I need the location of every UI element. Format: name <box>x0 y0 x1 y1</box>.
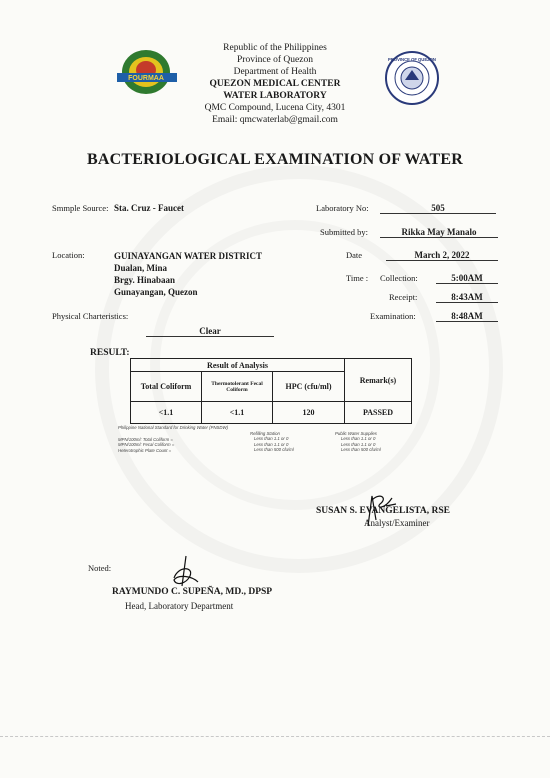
header-line2: Province of Quezon <box>237 55 313 65</box>
location-label: Location: <box>52 250 85 260</box>
head-title: Head, Laboratory Department <box>125 601 234 611</box>
receipt-label: Receipt: <box>389 292 418 302</box>
header-line7: Email: qmcwaterlab@gmail.com <box>212 115 338 125</box>
examiner-title: Analyst/Examiner <box>364 518 430 528</box>
param-total: MPN/100ml: Total Coliform = <box>118 437 173 442</box>
noted-label: Noted: <box>88 563 112 573</box>
date-value: March 2, 2022 <box>386 250 498 261</box>
table-row <box>131 402 412 424</box>
public-v2: Less than 1.1 or 0 <box>341 441 376 447</box>
seal-text: PROVINCE OF QUEZON <box>388 57 436 62</box>
lab-no-value: 505 <box>380 203 496 214</box>
examination-value: 8:48AM <box>436 311 498 322</box>
location-block <box>114 250 262 298</box>
head-name: RAYMUNDO C. SUPEÑA, MD., DPSP <box>112 587 273 597</box>
header-line4: QUEZON MEDICAL CENTER <box>209 79 341 89</box>
total-coliform-header: Total Coliform <box>131 372 202 402</box>
header-line5: WATER LABORATORY <box>223 91 327 101</box>
hpc-header: HPC (cfu/ml) <box>273 372 345 402</box>
fecal-coliform-value: <1.1 <box>202 402 273 424</box>
public-v3: Less than 500 cfu/ml <box>341 446 381 452</box>
refilling-head: Refilling Station <box>250 431 280 436</box>
sample-source-value: Sta. Cruz - Faucet <box>114 203 184 213</box>
time-label: Time : <box>346 273 369 283</box>
letterhead <box>150 42 400 126</box>
location-line3: Brgy. Hinabaan <box>114 275 176 285</box>
location-line4: Gunayangan, Quezon <box>114 287 198 297</box>
results-table <box>130 358 412 424</box>
result-label: RESULT: <box>90 348 130 358</box>
refilling-v2: Less than 1.1 or 0 <box>254 441 289 447</box>
refilling-v3: Less than 500 cfu/ml <box>254 446 294 452</box>
total-coliform-value: <1.1 <box>131 402 202 424</box>
public-head: Public Water Supplies <box>335 431 377 436</box>
collection-value: 5:00AM <box>436 273 498 284</box>
document-title: BACTERIOLOGICAL EXAMINATION OF WATER <box>87 151 463 168</box>
physical-label: Physical Charteristics: <box>52 311 129 321</box>
result-group-header: Result of Analysis <box>131 359 345 372</box>
header-line1: Republic of the Philippines <box>223 43 327 53</box>
hpc-value: 120 <box>273 402 345 424</box>
refilling-v1: Less than 1.1 or 0 <box>254 436 289 442</box>
param-fecal: MPN/100ml: Fecal Coliform = <box>118 442 175 448</box>
submitted-by-label: Submitted by: <box>320 227 368 237</box>
remarks-value: PASSED <box>345 402 412 424</box>
param-hpc: Heterotrophic Plate Count = <box>118 447 172 453</box>
public-water-col <box>335 431 381 452</box>
examination-label: Examination: <box>370 311 416 321</box>
lab-no-label: Laboratory No: <box>316 203 369 213</box>
header-line3: Department of Health <box>233 67 317 77</box>
head-signature-icon <box>168 552 202 592</box>
date-label: Date <box>346 250 363 260</box>
location-line2: Dualan, Mina <box>114 263 168 273</box>
submitted-by-value: Rikka May Manalo <box>380 227 498 238</box>
standard-params <box>118 437 174 453</box>
location-line1: GUINAYANGAN WATER DISTRICT <box>114 251 263 261</box>
receipt-value: 8:43AM <box>436 292 498 303</box>
logo-text: FOURMAA <box>128 75 164 82</box>
scan-edge-divider <box>0 736 550 738</box>
collection-label: Collection: <box>380 273 418 283</box>
physical-value: Clear <box>146 326 274 337</box>
examiner-name: SUSAN S. EVANGELISTA, RSE <box>316 506 451 516</box>
standard-title: Philippine National Standard for Drinking Water (PNSDW) <box>118 425 229 430</box>
fecal-coliform-header: Thermotolerant Fecal Coliform <box>202 372 273 402</box>
public-v1: Less than 1.1 or 0 <box>341 436 376 442</box>
header-line6: QMC Compound, Lucena City, 4301 <box>204 103 346 113</box>
refilling-station-col <box>250 431 294 452</box>
remarks-header: Remark(s) <box>345 359 412 402</box>
sample-source-label: Smmple Source: <box>52 203 109 213</box>
